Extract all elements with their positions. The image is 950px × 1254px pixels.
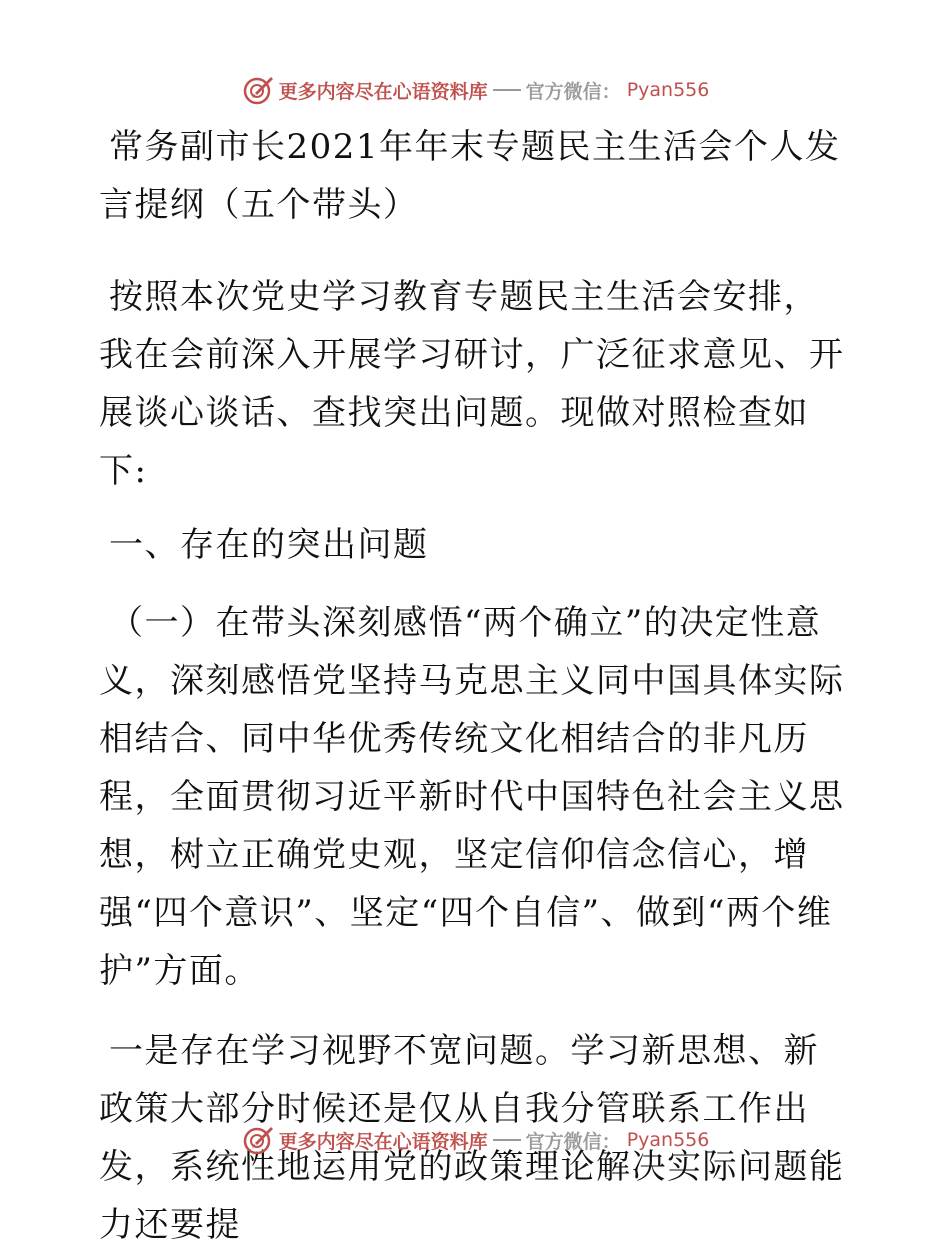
document-title: 常务副市长2021年年末专题民主生活会个人发言提纲（五个带头） [99, 127, 841, 225]
watermark-dash [493, 89, 521, 91]
watermark-text: 更多内容尽在心语资料库 [278, 80, 488, 103]
watermark-dash [493, 1139, 521, 1141]
pen-seal-logo-icon [241, 73, 275, 107]
section-heading-problems: 一、存在的突出问题 [109, 525, 429, 565]
header-watermark [0, 70, 950, 110]
paragraph-intro: 按照本次党史学习教育专题民主生活会安排，我在会前深入开展学习研讨，广泛征求意见、开展谈心谈话、查找突出问题。现做对照检查如下: [99, 277, 845, 491]
paragraph-item-1: （一）在带头深刻感悟“两个确立”的决定性意义，深刻感悟党坚持马克思主义同中国具体实际相结合、同中华优秀传统文化相结合的非凡历程，全面贯彻习近平新时代中国特色社会主义思想，树立正确党史观，坚定信仰信念信心，增强“四个意识”、坚定“四个自信”、做到“两个维护”方面。 [99, 603, 845, 991]
document-body [99, 118, 851, 1254]
watermark-wechat-id: Pyan556 [626, 79, 710, 101]
watermark-text: 更多内容尽在心语资料库 [278, 1130, 488, 1153]
watermark-wechat-id: Pyan556 [626, 1129, 710, 1151]
watermark-wechat-label: 官方微信： [525, 80, 621, 103]
footer-watermark [0, 1120, 950, 1160]
pen-seal-logo-icon [241, 1123, 275, 1157]
paragraph-point-1: 一是存在学习视野不宽问题。学习新思想、新政策大部分时候还是仅从自我分管联系工作出发，系统性地运用党的政策理论解决实际问题能力还要提 [99, 1031, 845, 1245]
watermark-wechat-label: 官方微信： [525, 1130, 621, 1153]
